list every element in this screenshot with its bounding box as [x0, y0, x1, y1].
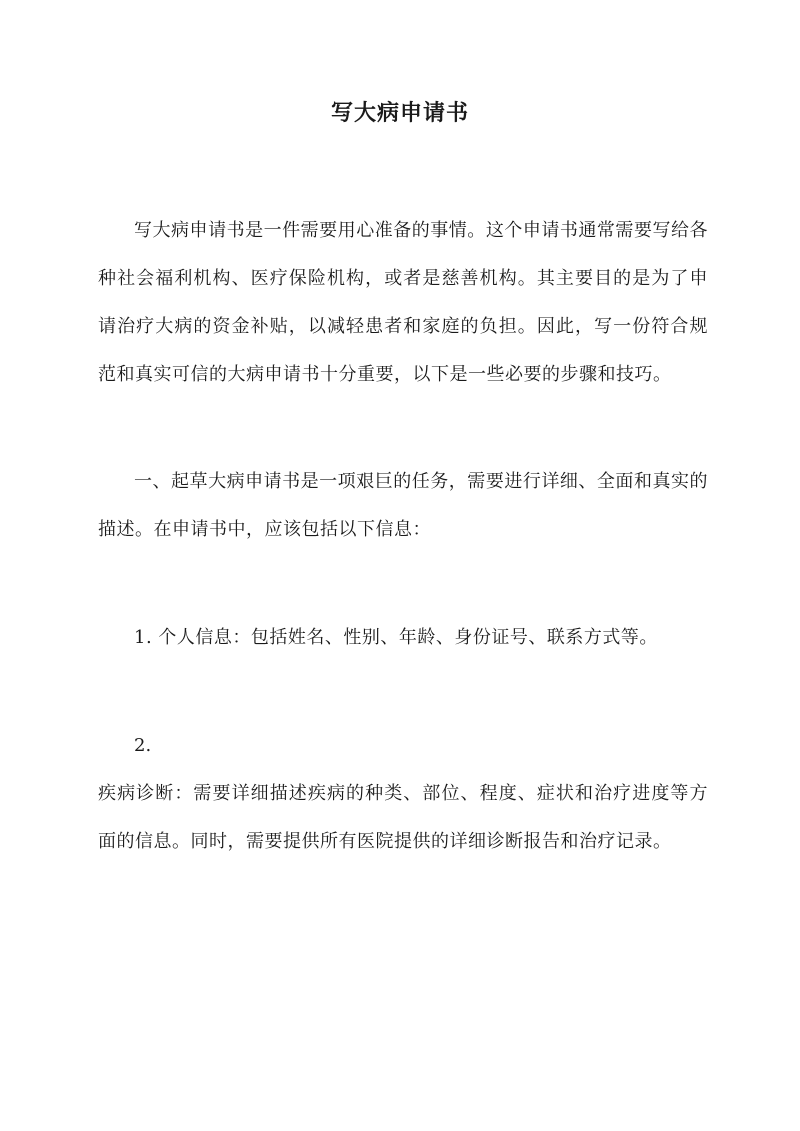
list-item-number-2: 2. — [134, 735, 152, 756]
list-item-diagnosis: 疾病诊断：需要详细描述疾病的种类、部位、程度、症状和治疗进度等方面的信息。同时，需要提供所有医院提供的详细诊断报告和治疗记录。 — [98, 783, 708, 852]
list-item-personal-info: 1. 个人信息：包括姓名、性别、年龄、身份证号、联系方式等。 — [134, 627, 658, 648]
intro-paragraph: 写大病申请书是一件需要用心准备的事情。这个申请书通常需要写给各种社会福利机构、医疗保险机构，或者是慈善机构。其主要目的是为了申请治疗大病的资金补贴，以减轻患者和家庭的负担。因此，写一份符合规范和真实可信的大病申请书十分重要，以下是一些必要的步骤和技巧。 — [98, 220, 708, 385]
document-title: 写大病申请书 — [330, 100, 469, 126]
section-one-paragraph: 一、起草大病申请书是一项艰巨的任务，需要进行详细、全面和真实的描述。在申请书中，应该包括以下信息： — [98, 471, 708, 540]
